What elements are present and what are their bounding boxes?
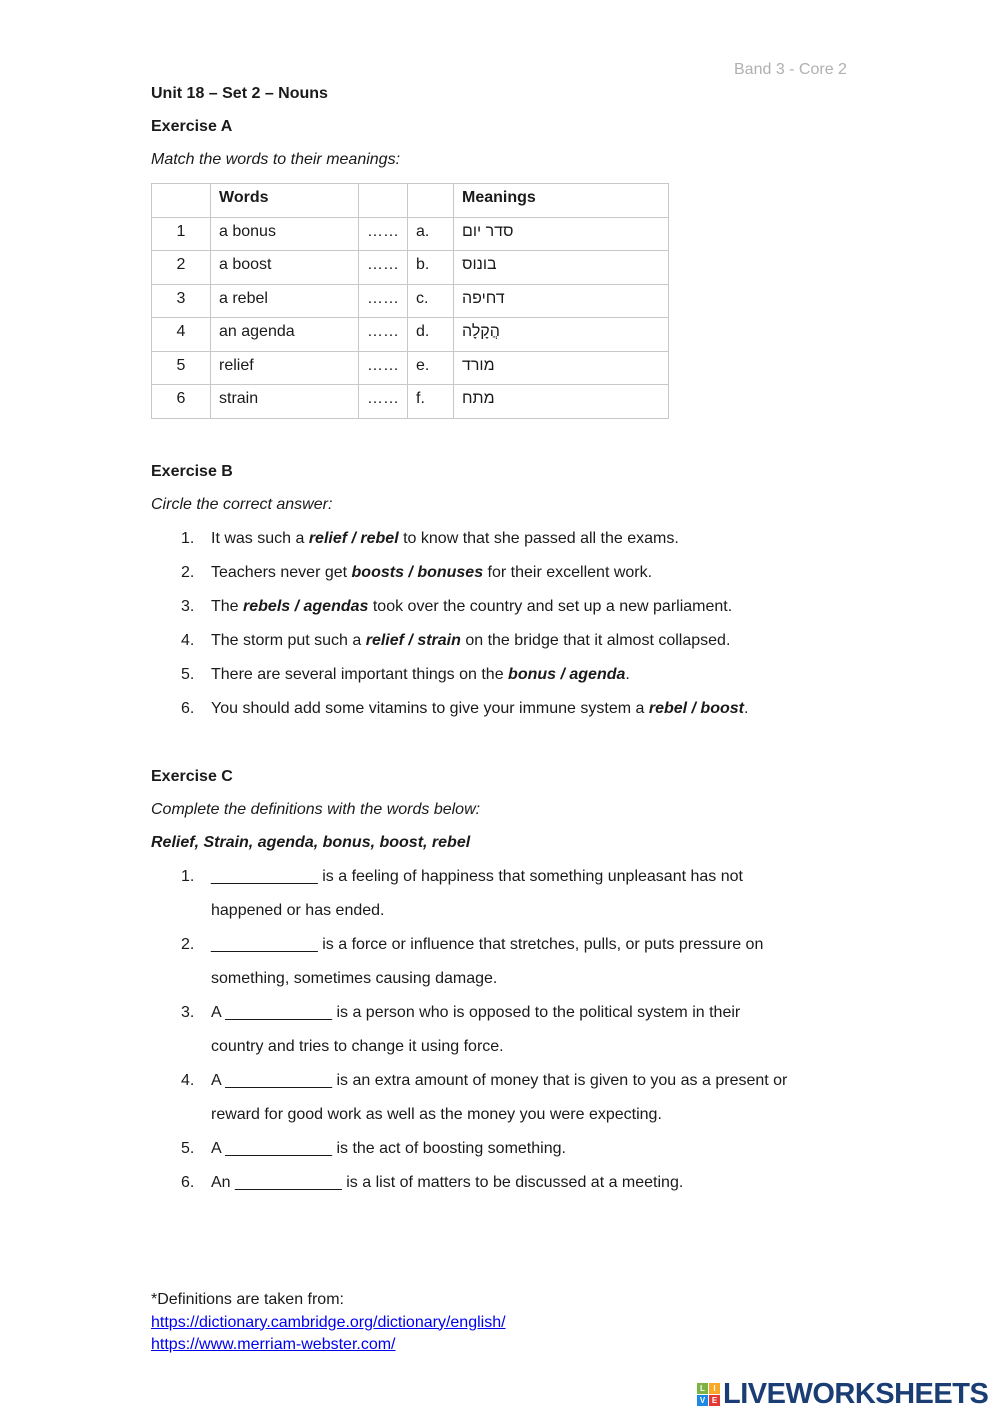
list-item xyxy=(151,556,851,590)
meaning-cell: מורד xyxy=(454,351,669,385)
item-number: 6. xyxy=(181,700,195,717)
definition-text[interactable]: ____________ is a force or influence that stretches, pulls, or puts pressure on something, sometimes causing damage. xyxy=(211,936,764,987)
table-row xyxy=(152,351,669,385)
exercise-c-instruction: Complete the definitions with the words below: xyxy=(151,801,481,818)
meaning-letter: d. xyxy=(408,318,454,352)
meaning-cell: הֲקָלָה xyxy=(454,318,669,352)
word-cell: strain xyxy=(211,385,359,419)
answer-blank[interactable]: …… xyxy=(359,284,408,318)
list-item xyxy=(151,522,851,556)
meaning-letter: a. xyxy=(408,217,454,251)
sentence-start: The storm put such a xyxy=(211,632,366,649)
exercise-c-list xyxy=(151,860,791,1200)
list-item xyxy=(151,692,851,726)
table-row xyxy=(152,318,669,352)
list-item xyxy=(151,860,791,928)
table-row xyxy=(152,385,669,419)
words-header: Words xyxy=(211,184,359,218)
exercise-b-instruction: Circle the correct answer: xyxy=(151,496,333,513)
table-row xyxy=(152,251,669,285)
definition-text[interactable]: ____________ is a feeling of happiness that something unpleasant has not happened or has ended. xyxy=(211,868,743,919)
word-cell: a rebel xyxy=(211,284,359,318)
meaning-letter: e. xyxy=(408,351,454,385)
list-item xyxy=(151,1132,791,1166)
meaning-letter: f. xyxy=(408,385,454,419)
answer-blank[interactable]: …… xyxy=(359,217,408,251)
sentence-start: You should add some vitamins to give your immune system a xyxy=(211,700,649,717)
item-number: 2. xyxy=(181,564,195,581)
cambridge-link[interactable]: https://dictionary.cambridge.org/dictionary/english/ xyxy=(151,1313,506,1331)
sentence-end: . xyxy=(743,700,749,717)
answer-blank[interactable]: …… xyxy=(359,251,408,285)
sentence-start: Teachers never get xyxy=(211,564,352,581)
item-number: 1. xyxy=(181,868,195,885)
item-number: 3. xyxy=(181,598,195,615)
sentence-end: took over the country and set up a new parliament. xyxy=(368,598,733,615)
definition-text[interactable]: A ____________ is a person who is opposed to the political system in their country and tries to change it using force. xyxy=(211,1004,741,1055)
sentence-end: to know that she passed all the exams. xyxy=(398,530,679,547)
matching-table xyxy=(151,183,669,419)
sentence-end: . xyxy=(625,666,630,683)
sentence-end: on the bridge that it almost collapsed. xyxy=(460,632,731,649)
row-number: 6 xyxy=(152,385,211,419)
item-number: 2. xyxy=(181,936,195,953)
page-title: Unit 18 – Set 2 – Nouns xyxy=(151,85,328,102)
footer-note: *Definitions are taken from: xyxy=(151,1291,344,1308)
list-item xyxy=(151,624,851,658)
list-item xyxy=(151,590,851,624)
logo-cube: I xyxy=(709,1383,720,1394)
list-item xyxy=(151,658,851,692)
sentence-start: The xyxy=(211,598,244,615)
list-item xyxy=(151,996,791,1064)
item-number: 3. xyxy=(181,1004,195,1021)
row-number: 5 xyxy=(152,351,211,385)
table-header-row xyxy=(152,184,669,218)
word-cell: relief xyxy=(211,351,359,385)
sentence-start: It was such a xyxy=(211,530,309,547)
meaning-cell: דחיפה xyxy=(454,284,669,318)
sentence-end: for their excellent work. xyxy=(483,564,653,581)
list-item xyxy=(151,1166,791,1200)
word-cell: a boost xyxy=(211,251,359,285)
table-row xyxy=(152,284,669,318)
answer-choices[interactable]: rebels / agendas xyxy=(243,598,369,615)
merriam-webster-link[interactable]: https://www.merriam-webster.com/ xyxy=(151,1336,396,1353)
word-cell: an agenda xyxy=(211,318,359,352)
exercise-b-title: Exercise B xyxy=(151,463,233,480)
definition-text[interactable]: An ____________ is a list of matters to be discussed at a meeting. xyxy=(211,1174,684,1191)
logo-cubes-icon xyxy=(697,1383,720,1406)
table-row xyxy=(152,217,669,251)
exercise-b-list xyxy=(151,522,851,726)
logo-cube: V xyxy=(697,1395,708,1406)
answer-blank[interactable]: …… xyxy=(359,318,408,352)
logo-cube: L xyxy=(697,1383,708,1394)
item-number: 6. xyxy=(181,1174,195,1191)
meaning-letter: c. xyxy=(408,284,454,318)
item-number: 5. xyxy=(181,666,195,683)
word-cell: a bonus xyxy=(211,217,359,251)
answer-choices[interactable]: boosts / bonuses xyxy=(351,564,484,581)
meaning-cell: סדר יום xyxy=(454,217,669,251)
logo-cube: E xyxy=(709,1395,720,1406)
sentence-start: There are several important things on the xyxy=(211,666,509,683)
answer-choices[interactable]: relief / strain xyxy=(365,632,461,649)
exercise-a-instruction: Match the words to their meanings: xyxy=(151,151,401,168)
row-number: 3 xyxy=(152,284,211,318)
list-item xyxy=(151,1064,791,1132)
row-number: 1 xyxy=(152,217,211,251)
answer-choices[interactable]: bonus / agenda xyxy=(508,666,626,683)
answer-choices[interactable]: relief / rebel xyxy=(308,530,399,547)
answer-blank[interactable]: …… xyxy=(359,385,408,419)
row-number: 4 xyxy=(152,318,211,352)
row-number: 2 xyxy=(152,251,211,285)
item-number: 5. xyxy=(181,1140,195,1157)
list-item xyxy=(151,928,791,996)
definition-text[interactable]: A ____________ is an extra amount of money that is given to you as a present or reward for good work as well as the money you were expecting. xyxy=(211,1072,788,1123)
exercise-a-title: Exercise A xyxy=(151,118,233,135)
answer-blank[interactable]: …… xyxy=(359,351,408,385)
word-bank: Relief, Strain, agenda, bonus, boost, rebel xyxy=(151,834,471,851)
item-number: 1. xyxy=(181,530,195,547)
band-label: Band 3 - Core 2 xyxy=(734,61,847,78)
meaning-cell: בונוס xyxy=(454,251,669,285)
item-number: 4. xyxy=(181,632,195,649)
meaning-cell: מתח xyxy=(454,385,669,419)
liveworksheets-logo xyxy=(697,1378,988,1411)
logo-text: LIVEWORKSHEETS xyxy=(723,1378,989,1410)
meanings-header: Meanings xyxy=(454,184,669,218)
item-number: 4. xyxy=(181,1072,195,1089)
meaning-letter: b. xyxy=(408,251,454,285)
exercise-c-title: Exercise C xyxy=(151,768,233,785)
definition-text[interactable]: A ____________ is the act of boosting something. xyxy=(211,1140,566,1157)
answer-choices[interactable]: rebel / boost xyxy=(648,700,744,717)
